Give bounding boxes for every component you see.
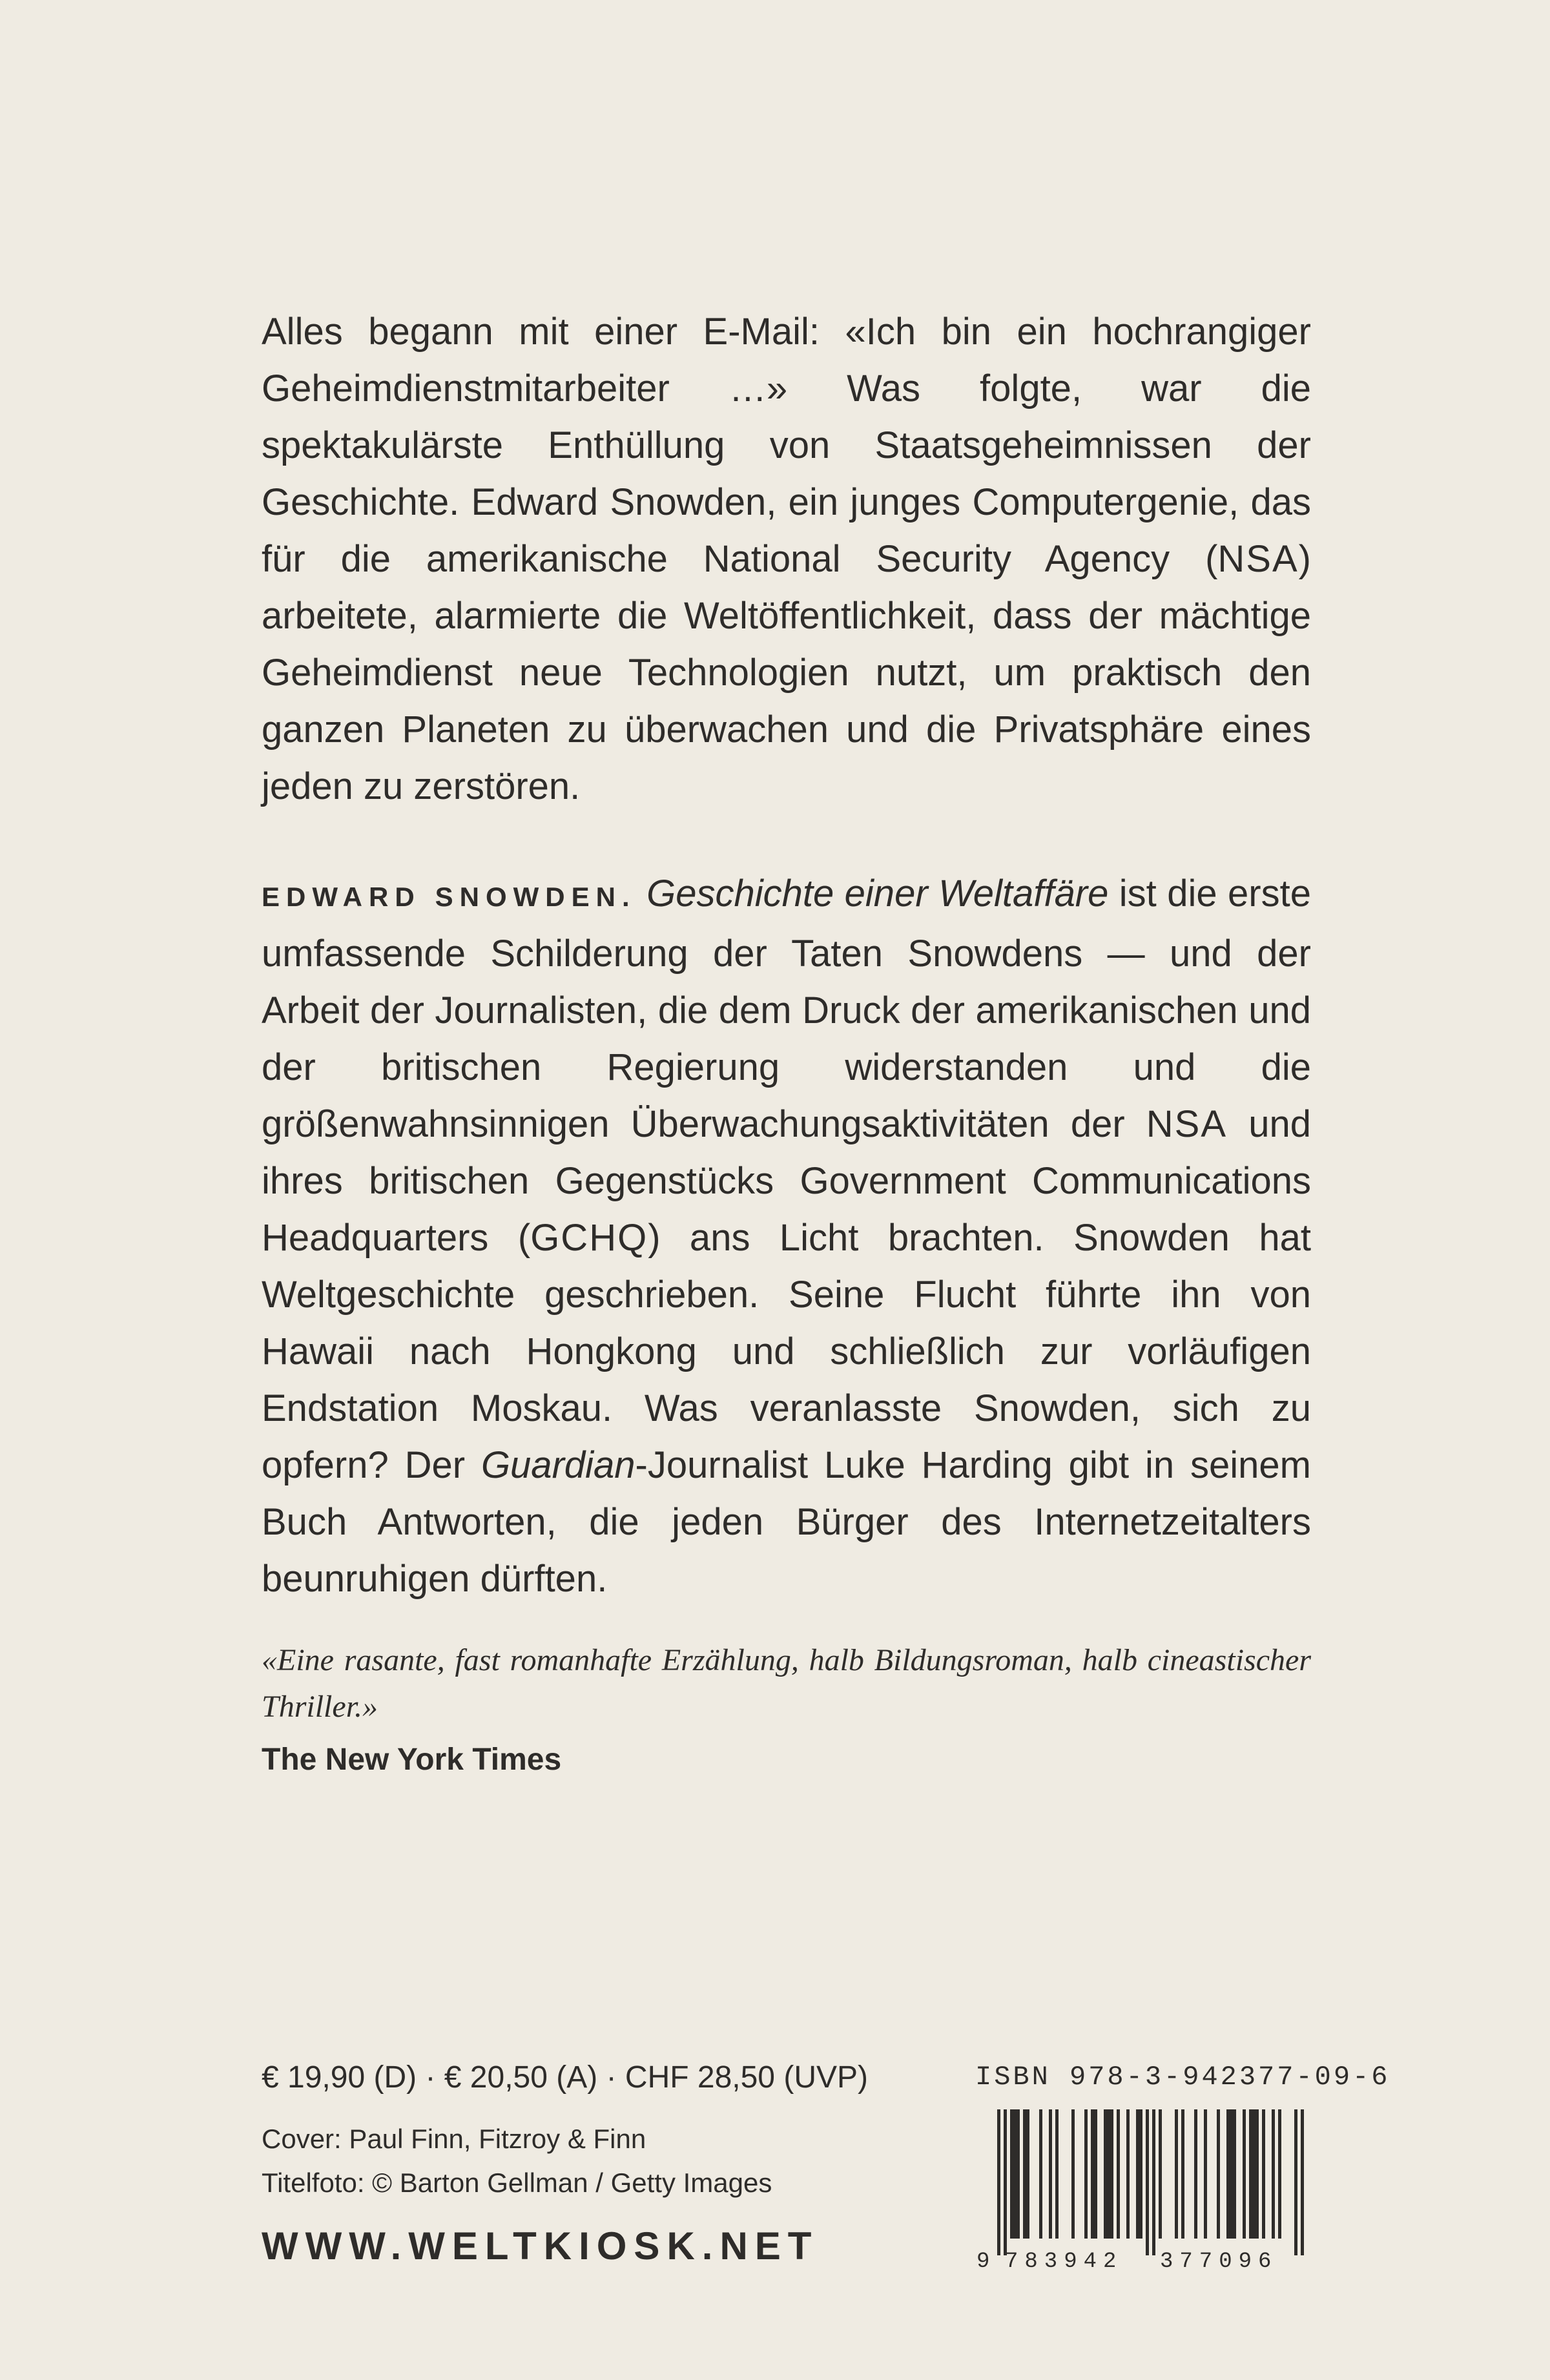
barcode bbox=[974, 2107, 1313, 2271]
book-subtitle: Geschichte einer Weltaffäre bbox=[646, 873, 1109, 915]
review-quote-block bbox=[262, 1637, 1311, 1783]
barcode-bar bbox=[1217, 2109, 1220, 2239]
barcode-bar bbox=[1049, 2109, 1052, 2239]
review-quote: «Eine rasante, fast romanhafte Erzählung, halb Bildungsroman, halb cineastischer Thriller.» bbox=[262, 1643, 1311, 1724]
barcode-bar bbox=[1013, 2109, 1017, 2239]
barcode-left-digits: 783942 bbox=[1005, 2250, 1123, 2271]
barcode-bar bbox=[1233, 2109, 1236, 2239]
barcode-bar bbox=[1023, 2109, 1026, 2239]
website-url[interactable]: WWW.WELTKIOSK.NET bbox=[262, 2224, 819, 2268]
barcode-bar bbox=[1094, 2109, 1097, 2239]
barcode-lead-digit: 9 bbox=[976, 2250, 990, 2271]
barcode-bar bbox=[1181, 2109, 1184, 2239]
barcode-bar bbox=[1252, 2109, 1256, 2239]
book-author-caps: EDWARD SNOWDEN. bbox=[262, 882, 636, 912]
barcode-bar bbox=[1152, 2109, 1155, 2255]
barcode-bars bbox=[997, 2109, 1304, 2255]
barcode-bar bbox=[1004, 2109, 1007, 2255]
barcode-bar bbox=[1139, 2109, 1142, 2239]
barcode-bar bbox=[1136, 2109, 1139, 2239]
barcode-right-digits: 377096 bbox=[1160, 2250, 1278, 2271]
barcode-bar bbox=[1010, 2109, 1013, 2239]
barcode-bar bbox=[1226, 2109, 1230, 2239]
barcode-bar bbox=[1039, 2109, 1042, 2239]
barcode-bar bbox=[1194, 2109, 1197, 2239]
barcode-bar bbox=[1256, 2109, 1259, 2239]
barcode-bar bbox=[1146, 2109, 1149, 2255]
description-text-1: ist die erste umfassende Schilderung der Taten Snowdens — und der Arbeit der Journalisten, die dem Druck der amerikanischen und der britischen Regierung widerstanden und die größenwahnsinnigen Überwachungsaktivitäten der NSA und ihres britischen Gegenstücks Government Communications Headquarters (GCHQ) ans Licht brachten. Snowden hat Weltgeschichte geschrieben. Seine Flucht führte ihn von Hawaii nach Hongkong und schließlich zur vorläufigen Endstation Moskau. Was veranlasste Snowden, sich zu opfern? Der bbox=[262, 873, 1311, 1486]
barcode-bar bbox=[1294, 2109, 1297, 2255]
barcode-bar bbox=[1243, 2109, 1246, 2239]
barcode-bar bbox=[1071, 2109, 1075, 2239]
barcode-bar bbox=[1301, 2109, 1304, 2255]
barcode-bar bbox=[1230, 2109, 1233, 2239]
barcode-bar bbox=[1084, 2109, 1088, 2239]
review-source: The New York Times bbox=[262, 1743, 562, 1777]
barcode-bar bbox=[1159, 2109, 1162, 2239]
barcode-bar bbox=[1204, 2109, 1207, 2239]
barcode-bar bbox=[1091, 2109, 1094, 2239]
barcode-bar bbox=[1055, 2109, 1059, 2239]
isbn-label: ISBN 978-3-942377-09-6 bbox=[975, 2062, 1390, 2093]
barcode-bar bbox=[1278, 2109, 1281, 2239]
price-line: € 19,90 (D) · € 20,50 (A) · CHF 28,50 (UVP) bbox=[262, 2060, 868, 2095]
barcode-bar bbox=[1262, 2109, 1265, 2239]
newspaper-name: Guardian bbox=[480, 1444, 636, 1486]
barcode-bar bbox=[1272, 2109, 1275, 2239]
barcode-bar bbox=[1126, 2109, 1130, 2239]
barcode-bar bbox=[1175, 2109, 1178, 2239]
barcode-bar bbox=[1249, 2109, 1252, 2239]
barcode-bar bbox=[1017, 2109, 1020, 2239]
barcode-bar bbox=[1026, 2109, 1029, 2239]
barcode-bar bbox=[1110, 2109, 1113, 2239]
description-paragraph bbox=[262, 865, 1311, 1608]
cover-credit: Cover: Paul Finn, Fitzroy & Finn bbox=[262, 2124, 646, 2154]
barcode-bar bbox=[1117, 2109, 1120, 2239]
photo-credit: Titelfoto: © Barton Gellman / Getty Images bbox=[262, 2168, 772, 2198]
barcode-bar bbox=[997, 2109, 1000, 2255]
barcode-bar bbox=[1104, 2109, 1107, 2239]
barcode-bar bbox=[1107, 2109, 1110, 2239]
blurb-paragraph: Alles begann mit einer E-Mail: «Ich bin ein hochrangiger Geheimdienstmitarbeiter …» Was folgte, war die spektakulärste Enthüllung von Staatsgeheimnissen der Geschichte. Edward Snowden, ein junges Computergenie, das für die amerikanische National Security Agency (NSA) arbeitete, alarmierte die Weltöffentlichkeit, dass der mächtige Geheimdienst neue Technologien nutzt, um praktisch den ganzen Planeten zu überwachen und die Privatsphäre eines jeden zu zerstören. bbox=[262, 311, 1311, 807]
description-text-2: -Journalist Luke Harding gibt in seinem Buch Antworten, die jeden Bürger des Internetzeitalters beunruhigen dürften. bbox=[262, 1444, 1311, 1600]
